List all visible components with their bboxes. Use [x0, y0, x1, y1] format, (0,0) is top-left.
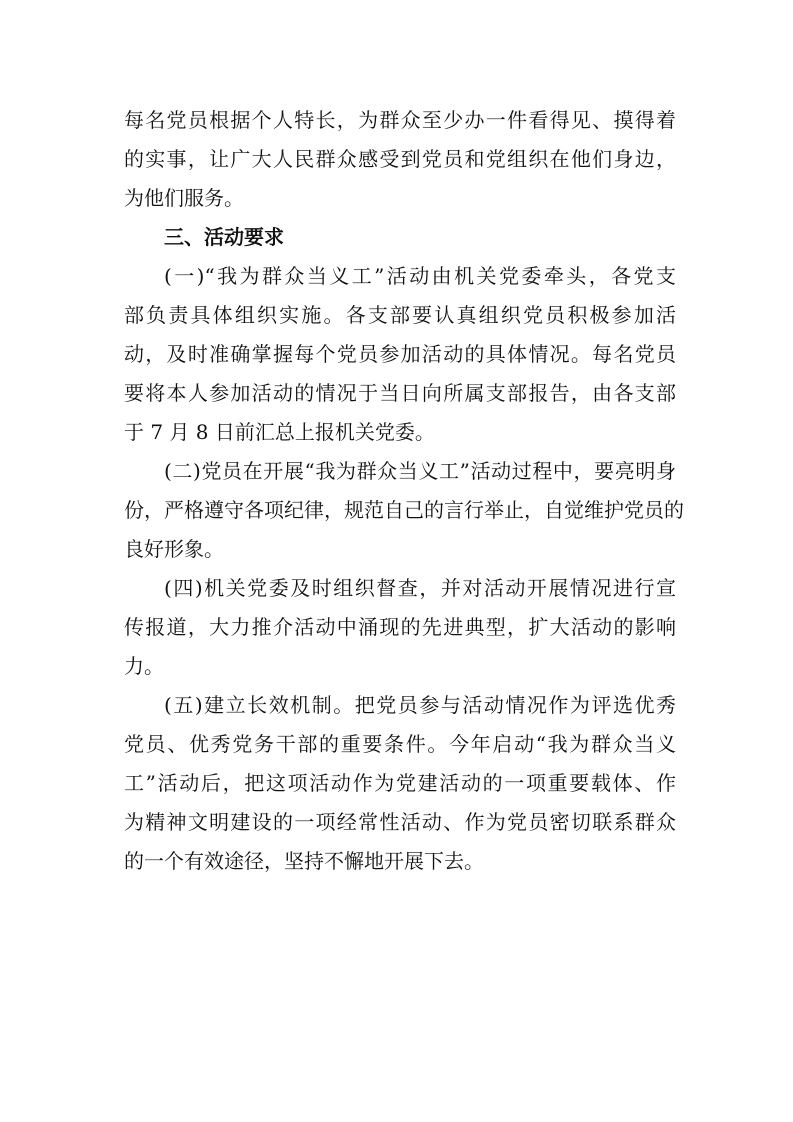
paragraph-line: (二)党员在开展“我为群众当义工”活动过程中，要亮明身	[164, 459, 676, 483]
paragraph-line: 工”活动后，把这项活动作为党建活动的一项重要载体、作	[124, 771, 676, 795]
paragraph-line: 为精神文明建设的一项经常性活动、作为党员密切联系群众	[124, 810, 676, 834]
paragraph-line: 为他们服务。	[124, 186, 244, 210]
paragraph-line: (五)建立长效机制。把党员参与活动情况作为评选优秀	[164, 693, 676, 717]
section-heading: 三、活动要求	[164, 225, 284, 249]
paragraph-line: 党员、优秀党务干部的重要条件。今年启动“我为群众当义	[124, 732, 676, 756]
paragraph-line: 的一个有效途径，坚持不懈地开展下去。	[124, 849, 484, 873]
paragraph-line: 的实事，让广大人民群众感受到党员和党组织在他们身边，	[124, 147, 676, 171]
paragraph-line: 部负责具体组织实施。各支部要认真组织党员积极参加活	[124, 303, 676, 327]
paragraph-line: 每名党员根据个人特长，为群众至少办一件看得见、摸得着	[124, 108, 676, 132]
paragraph-line: 份，严格遵守各项纪律，规范自己的言行举止，自觉维护党员的	[124, 498, 684, 522]
paragraph-line: 于 7 月 8 日前汇总上报机关党委。	[124, 420, 435, 444]
paragraph-line: 动，及时准确掌握每个党员参加活动的具体情况。每名党员	[124, 342, 676, 366]
paragraph-line: 力。	[124, 654, 164, 678]
paragraph-line: 传报道，大力推介活动中涌现的先进典型，扩大活动的影响	[124, 615, 676, 639]
paragraph-line: (四)机关党委及时组织督查，并对活动开展情况进行宣	[164, 576, 676, 600]
paragraph-line: (一)“我为群众当义工”活动由机关党委牵头，各党支	[164, 264, 676, 288]
paragraph-line: 要将本人参加活动的情况于当日向所属支部报告，由各支部	[124, 381, 676, 405]
paragraph-line: 良好形象。	[124, 537, 224, 561]
